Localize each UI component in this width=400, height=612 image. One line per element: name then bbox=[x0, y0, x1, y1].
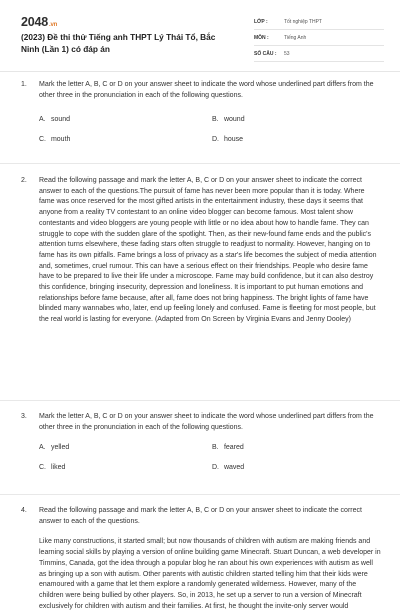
header-divider bbox=[0, 71, 400, 72]
meta-label: LỚP : bbox=[254, 18, 268, 25]
meta-label: SỐ CÂU : bbox=[254, 50, 277, 57]
logo-main: 2048 bbox=[21, 15, 49, 29]
option-letter: B. bbox=[212, 444, 219, 452]
question-number: 2. bbox=[21, 177, 27, 184]
option-letter: A. bbox=[39, 444, 46, 452]
answer-options bbox=[39, 443, 382, 473]
site-logo[interactable] bbox=[21, 15, 57, 29]
option-b[interactable] bbox=[212, 443, 362, 453]
page-header bbox=[0, 0, 400, 68]
option-b[interactable] bbox=[212, 115, 362, 125]
meta-value: Tiếng Anh bbox=[284, 34, 307, 41]
question-2 bbox=[0, 176, 400, 412]
question-list bbox=[0, 80, 400, 612]
option-text: feared bbox=[223, 444, 244, 452]
question-number: 1. bbox=[21, 81, 27, 88]
option-text: mouth bbox=[50, 136, 71, 144]
option-text: house bbox=[223, 136, 244, 144]
exam-meta bbox=[254, 14, 384, 62]
option-text: wound bbox=[223, 116, 245, 124]
option-text: liked bbox=[50, 464, 66, 472]
option-c[interactable] bbox=[39, 135, 212, 145]
question-number: 4. bbox=[21, 507, 27, 514]
option-letter: C. bbox=[39, 136, 46, 144]
question-text: Mark the letter A, B, C or D on your answer sheet to indicate the word whose underlined part differs from the other three in the pronunciation in each of the following questions. bbox=[39, 413, 374, 431]
option-letter: A. bbox=[39, 116, 46, 124]
question-4 bbox=[0, 506, 400, 612]
option-letter: D. bbox=[212, 136, 219, 144]
question-number: 3. bbox=[21, 413, 27, 420]
option-d[interactable] bbox=[212, 135, 362, 145]
logo-suffix: .vn bbox=[49, 22, 58, 28]
meta-row-subject bbox=[254, 30, 384, 46]
option-letter: B. bbox=[212, 116, 219, 124]
reading-passage: Like many constructions, it started small; but now thousands of children with autism are making friends and learning social skills by playing a version of online building game Minecraft. Stuart Duncan, a web developer in Timmins, Canada, got the idea through a popular blog he ran about his own experiences with autism as well as bringing up a son with autism. Other parents with autistic children started telling him that their kids were enamoured with a game that let them explore a randomly generated wilderness. However, many of the children were being bullied by other players. So, in 2013, he set up a server to run a version of Minecraft exclusively for children with autism and their families. At first, he thought the invite-only server would bbox=[39, 538, 381, 610]
option-text: sound bbox=[50, 116, 71, 124]
exam-title: (2023) Đề thi thử Tiếng anh THPT Lý Thái Tổ, Bắc Ninh (Lần 1) có đáp án bbox=[21, 32, 216, 54]
meta-value: Tốt nghiệp THPT bbox=[284, 18, 322, 25]
answer-options bbox=[39, 115, 382, 145]
option-letter: D. bbox=[212, 464, 219, 472]
meta-label: MÔN : bbox=[254, 34, 269, 41]
meta-row-class bbox=[254, 14, 384, 30]
option-a[interactable] bbox=[39, 115, 212, 125]
option-a[interactable] bbox=[39, 443, 212, 453]
question-text: Mark the letter A, B, C or D on your answer sheet to indicate the word whose underlined part differs from the other three in the pronunciation in each of the following questions. bbox=[39, 81, 374, 99]
option-d[interactable] bbox=[212, 463, 362, 473]
option-text: yelled bbox=[50, 444, 70, 452]
question-separator bbox=[0, 494, 400, 495]
question-text: Read the following passage and mark the letter A, B, C or D on your answer sheet to indicate the correct answer to each of the questions.The pursuit of fame has never been more popular than it is today. Where fame was once reserved for the most gifted artists in the entertainment industry, these days it seems that anyone from a reality TV contestant to an online video blogger can become famous. Most talent show contestants and video bloggers are young people with little or no idea about how to handle fame. They can struggle to cope with the sudden glare of the spotlight. Then, as their new-found fame ends and the public's attention turns elsewhere, these fading stars often struggle to readjust to normality. However, hanging on to fame has its own pitfalls. Fame brings a loss of privacy as a star's life becomes the subject of media attention and, sometimes, cruel rumour. This can have a serious effect on their friendships. People who desire fame have to be prepared to live their life under a microscope. Fame may build confidence, but it can also destroy this confidence, bringing insecurity, depression and loneliness. It is important to put human emotions and relationships before fame because, after all, fame does not bring happiness. The bright lights of fame have blinded many wannabes who, later, end up feeling lonely and confused. Fame is fleeting for most people, but the real world is lasting for everyone. (Adapted from On Screen by Virginia Evans and Jenny Dooley) bbox=[39, 177, 377, 324]
option-letter: C. bbox=[39, 464, 46, 472]
option-c[interactable] bbox=[39, 463, 212, 473]
meta-row-count bbox=[254, 46, 384, 62]
question-3 bbox=[0, 412, 400, 494]
question-text: Read the following passage and mark the letter A, B, C or D on your answer sheet to indicate the correct answer to each of the questions. bbox=[39, 507, 362, 525]
meta-value: 53 bbox=[284, 50, 290, 57]
option-text: waved bbox=[223, 464, 245, 472]
